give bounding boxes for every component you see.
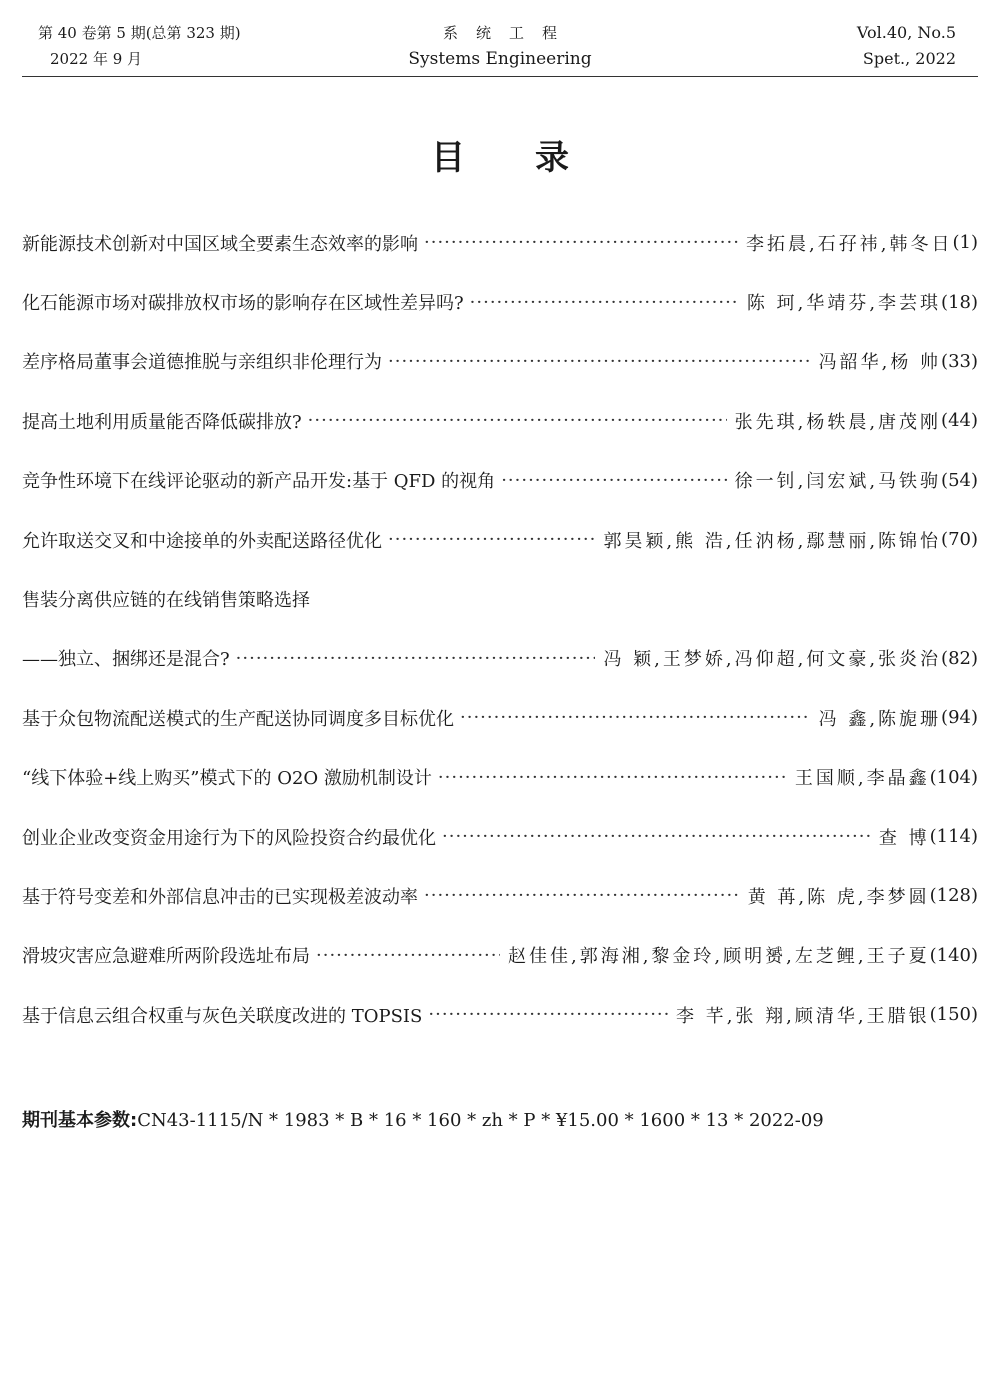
- toc-leader-dots: [316, 945, 500, 966]
- toc-leader-dots: [388, 529, 595, 550]
- toc-entry-title: “线下体验+线上购买”模式下的 O2O 激励机制设计: [22, 768, 432, 790]
- toc-entry[interactable]: [22, 391, 978, 450]
- toc-entry-page: (114): [929, 826, 978, 848]
- toc-entry-title: 创业企业改变资金用途行为下的风险投资合约最优化: [22, 827, 436, 849]
- toc-entry[interactable]: [22, 629, 978, 688]
- toc-entry[interactable]: [22, 807, 978, 866]
- toc-entry[interactable]: [22, 213, 978, 272]
- toc-entry-title: 差序格局董事会道德推脱与亲组织非伦理行为: [22, 352, 382, 374]
- toc-entry-authors: 徐一钊,闫宏斌,马铁驹: [734, 471, 942, 493]
- toc-entry-page: (54): [941, 469, 978, 491]
- toc-entry[interactable]: [22, 569, 978, 628]
- toc-entry-page: (82): [941, 647, 978, 669]
- issue-volume: 第 40 卷第 5 期(总第 323 期): [38, 24, 241, 42]
- toc-entry-authors: 冯 颖,王梦娇,冯仰超,何文豪,张炎治: [603, 649, 942, 671]
- toc-leader-dots: [236, 648, 596, 669]
- journal-name: [22, 20, 978, 72]
- toc-entry-title: 滑坡灾害应急避难所两阶段选址布局: [22, 946, 310, 968]
- toc-entry-title: 新能源技术创新对中国区域全要素生态效率的影响: [22, 233, 418, 255]
- toc-entry-authors: 张先琪,杨轶晨,唐茂刚: [734, 411, 942, 433]
- toc-leader-dots: [424, 885, 740, 906]
- toc-entry-page: (94): [941, 707, 978, 729]
- toc-entry-title: 售装分离供应链的在线销售策略选择: [22, 590, 310, 612]
- toc-entry-title: 允许取送交叉和中途接单的外卖配送路径优化: [22, 530, 382, 552]
- toc-entry[interactable]: [22, 451, 978, 510]
- toc-entry-title: 提高土地利用质量能否降低碳排放?: [22, 411, 302, 433]
- toc-entry[interactable]: [22, 985, 978, 1044]
- toc-entry-title: ——独立、捆绑还是混合?: [22, 649, 230, 671]
- parameters-value: CN43-1115/N * 1983 * B * 16 * 160 * zh * P * ¥15.00 * 1600 * 13 * 2022-09: [137, 1110, 824, 1131]
- parameters-label: 期刊基本参数:: [22, 1110, 138, 1131]
- toc-entry-page: (104): [929, 766, 978, 788]
- toc-entry-authors: 郭昊颖,熊 浩,任汭杨,鄢慧丽,陈锦怡: [603, 530, 942, 552]
- toc-entry-authors: 黄 苒,陈 虎,李梦圆: [747, 886, 930, 908]
- toc-leader-dots: [501, 470, 726, 491]
- toc-entry-page: (33): [941, 350, 978, 372]
- toc-entry[interactable]: [22, 332, 978, 391]
- toc-entry-page: (128): [929, 885, 978, 907]
- issue-volume-en: Vol.40, No.5: [856, 23, 956, 42]
- toc-leader-dots: [308, 410, 727, 431]
- toc-entry-authors: 李 芊,张 翔,顾清华,王腊银: [675, 1005, 930, 1027]
- toc-leader-dots: [428, 1004, 668, 1025]
- toc-entry-title: 基于符号变差和外部信息冲击的已实现极差波动率: [22, 886, 418, 908]
- issue-date-en: Spet., 2022: [862, 49, 956, 68]
- journal-name-en: Systems Engineering: [408, 49, 592, 69]
- toc-entry-authors: 冯 鑫,陈旎珊: [818, 708, 942, 730]
- toc-entry-page: (1): [952, 232, 978, 254]
- issue-date: 2022 年 9 月: [50, 50, 143, 68]
- toc-entry[interactable]: [22, 748, 978, 807]
- toc-entry[interactable]: [22, 510, 978, 569]
- toc-leader-dots: [470, 292, 739, 313]
- toc-leader-dots: [388, 351, 811, 372]
- toc-entry-page: (18): [941, 291, 978, 313]
- toc-entry[interactable]: [22, 866, 978, 925]
- page-title: 目录: [431, 138, 639, 178]
- toc-entry[interactable]: [22, 926, 978, 985]
- toc-entry[interactable]: [22, 272, 978, 331]
- toc-entry-page: (44): [941, 410, 978, 432]
- toc-entry-page: (140): [929, 944, 978, 966]
- toc-entry-authors: 赵佳佳,郭海湘,黎金玲,顾明赟,左芝鲤,王子夏: [507, 946, 930, 968]
- toc-entry-title: 基于信息云组合权重与灰色关联度改进的 TOPSIS: [22, 1005, 423, 1027]
- toc-entry[interactable]: [22, 688, 978, 747]
- toc-entry-authors: 陈 珂,华靖芬,李芸琪: [746, 293, 942, 315]
- toc-entry-page: (70): [941, 529, 978, 551]
- toc-leader-dots: [442, 826, 871, 847]
- journal-header: [22, 14, 978, 77]
- toc-entry-authors: 冯韶华,杨 帅: [818, 352, 942, 374]
- toc-entry-authors: 王国顺,李晶鑫: [794, 768, 930, 790]
- journal-parameters: [22, 1106, 824, 1132]
- toc-leader-dots: [460, 707, 811, 728]
- toc-entry-authors: 查 博: [878, 827, 930, 849]
- table-of-contents: [22, 213, 978, 1044]
- issue-info-en: [857, 20, 956, 72]
- journal-name-cn: 系统工程: [442, 24, 575, 42]
- toc-entry-authors: 李拓晨,石孖祎,韩冬日: [746, 233, 953, 255]
- toc-leader-dots: [438, 767, 787, 788]
- toc-entry-title: 竞争性环境下在线评论驱动的新产品开发:基于 QFD 的视角: [22, 471, 496, 493]
- toc-entry-page: (150): [929, 1004, 978, 1026]
- toc-entry-title: 基于众包物流配送模式的生产配送协同调度多目标优化: [22, 708, 454, 730]
- toc-leader-dots: [424, 232, 738, 253]
- toc-entry-title: 化石能源市场对碳排放权市场的影响存在区域性差异吗?: [22, 293, 464, 315]
